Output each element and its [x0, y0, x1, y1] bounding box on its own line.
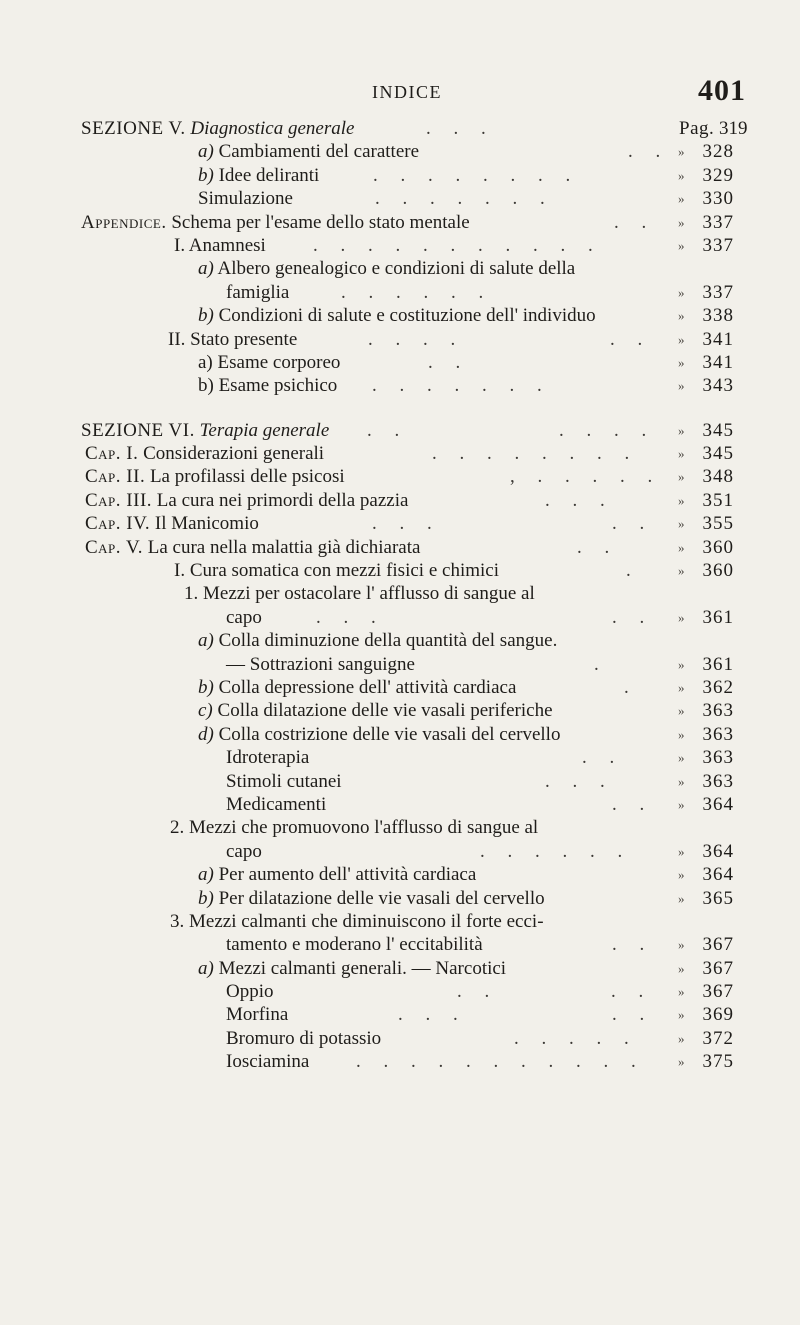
page-ref-number: 341 [702, 351, 734, 373]
ditto-mark: » [678, 284, 685, 300]
entry-text: Esame corporeo [217, 351, 341, 373]
entry-letter: b) [198, 375, 214, 397]
entry-text: Stimoli cutanei [226, 770, 342, 792]
entry-text: La profilassi delle psicosi [149, 466, 345, 488]
entry-text: La cura nella malattia già dichiarata [147, 536, 421, 558]
toc-entry [0, 676, 800, 699]
entry-text: Condizioni di salute e costituzione dell' individuo [218, 305, 596, 327]
toc-entry [0, 536, 800, 559]
page-ref-number: 345 [702, 419, 734, 441]
entry-letter: a) [198, 258, 214, 280]
entry-prefix: SEZIONE VI. [81, 419, 195, 441]
page-ref-number: 337 [702, 211, 734, 233]
leader-dots: . . [577, 536, 619, 558]
ditto-mark: » [678, 144, 685, 160]
leader-dots: . . . [372, 513, 441, 535]
leader-dots: . . . [316, 606, 385, 628]
toc-entry [0, 1050, 800, 1073]
entry-text: — Sottrazioni sanguigne [226, 653, 415, 675]
toc-entry [0, 770, 800, 793]
entry-letter: a) [198, 141, 214, 163]
entry-text: Simulazione [198, 188, 293, 210]
toc-entry [0, 629, 800, 652]
ditto-mark: » [678, 446, 685, 462]
toc-entry [0, 211, 800, 234]
leader-dots: . . . . . . . . . . . [313, 234, 602, 256]
entry-text: Oppio [226, 981, 274, 1003]
ditto-mark: » [678, 214, 685, 230]
entry-letter: b) [198, 676, 214, 698]
toc-entry [0, 723, 800, 746]
ditto-mark: » [678, 1030, 685, 1046]
entry-prefix: I. [174, 234, 186, 256]
toc-entry [0, 582, 800, 605]
page-ref-number: 363 [702, 723, 734, 745]
toc-entry [0, 257, 800, 280]
entry-text: Mezzi calmanti che diminuiscono il forte ecci- [189, 910, 544, 932]
page-ref-number: 360 [702, 536, 734, 558]
leader-dots: . . [582, 747, 624, 769]
toc-entry [0, 140, 800, 163]
ditto-mark: » [678, 331, 685, 347]
leader-dots: . . . [426, 118, 495, 139]
leader-dots: . . [612, 934, 654, 956]
ditto-mark: » [678, 937, 685, 953]
page-ref-number: 328 [702, 141, 734, 163]
entry-text: capo [226, 840, 262, 862]
page-ref-number: 363 [702, 747, 734, 769]
page-ref-number: 364 [702, 864, 734, 886]
toc-entry [0, 328, 800, 351]
entry-letter: a) [198, 957, 214, 979]
entry-text: Albero genealogico e condizioni di salute della [217, 258, 576, 280]
page-ref-number: 364 [702, 840, 734, 862]
leader-dots: . . [614, 211, 656, 233]
page-number: 401 [698, 74, 746, 107]
entry-prefix: Cap. II. [85, 466, 146, 488]
toc-entry [0, 489, 800, 512]
toc-entry [0, 910, 800, 933]
leader-dots: . . [612, 606, 654, 628]
ditto-mark: » [678, 890, 685, 906]
page-ref-number: 337 [702, 234, 734, 256]
entry-prefix: I. [174, 560, 186, 582]
page-ref-number: 341 [702, 328, 734, 350]
entry-text: Terapia generale [199, 419, 330, 441]
entry-text: Bromuro di potassio [226, 1027, 382, 1049]
entry-text: Mezzi calmanti generali. — Narcotici [218, 957, 507, 979]
page-ref-number: 367 [702, 934, 734, 956]
ditto-mark: » [678, 750, 685, 766]
leader-dots: , . . . . . [510, 466, 662, 488]
toc-entry [0, 1027, 800, 1050]
page-ref-number: 367 [702, 957, 734, 979]
toc-entry [0, 863, 800, 886]
entry-text: Morfina [226, 1004, 289, 1026]
toc-entry [0, 606, 800, 629]
entry-text: Colla dilatazione delle vie vasali periferiche [217, 700, 553, 722]
entry-text: Esame psichico [218, 375, 338, 397]
leader-dots: . . . . . [514, 1027, 638, 1049]
toc-entry [0, 699, 800, 722]
toc-entry [0, 746, 800, 769]
page-ref-number: 338 [702, 305, 734, 327]
page-ref-number: 362 [702, 676, 734, 698]
leader-dots: . . . . . . . . [432, 443, 639, 465]
page-ref-number: 364 [702, 793, 734, 815]
page-ref-number: 351 [702, 489, 734, 511]
entry-letter: c) [198, 700, 213, 722]
page-ref-number: 355 [702, 513, 734, 535]
page-ref-number: 345 [702, 443, 734, 465]
page-ref-number: 360 [702, 560, 734, 582]
ditto-mark: » [678, 563, 685, 579]
leader-dots: . . [610, 328, 652, 350]
ditto-mark: » [678, 773, 685, 789]
ditto-mark: » [678, 469, 685, 485]
toc-entry [0, 1003, 800, 1026]
running-head [0, 76, 800, 106]
entry-text: Schema per l'esame dello stato mentale [171, 211, 470, 233]
ditto-mark: » [678, 703, 685, 719]
toc-entry [0, 559, 800, 582]
entry-text: famiglia [226, 281, 290, 303]
entry-prefix: 2. [170, 817, 185, 839]
ditto-mark: » [678, 960, 685, 976]
page-ref-number: 343 [702, 375, 734, 397]
toc-entry [0, 234, 800, 257]
leader-dots: . [626, 560, 640, 582]
page-ref-number: 369 [702, 1004, 734, 1026]
leader-dots: . . [612, 513, 654, 535]
entry-text: capo [226, 606, 262, 628]
page-ref-number: 319 [719, 118, 748, 139]
toc-entry [0, 887, 800, 910]
entry-text: Considerazioni generali [143, 443, 325, 465]
toc-entry [0, 351, 800, 374]
entry-prefix: 1. [184, 583, 199, 605]
toc-entry [0, 980, 800, 1003]
toc-entry [0, 117, 800, 140]
entry-text: Per aumento dell' attività cardiaca [218, 864, 477, 886]
entry-letter: b) [198, 164, 214, 186]
entry-letter: a) [198, 864, 214, 886]
page-ref-number: 337 [702, 281, 734, 303]
page-ref [679, 117, 748, 140]
entry-text: Diagnostica generale [190, 118, 355, 139]
ditto-mark: » [678, 539, 685, 555]
toc-entry [0, 465, 800, 488]
entry-prefix: II. [168, 328, 186, 350]
entry-prefix: Cap. I. [85, 443, 139, 465]
toc-entry [0, 840, 800, 863]
leader-dots: . . [611, 981, 653, 1003]
entry-letter: b) [198, 887, 214, 909]
ditto-mark: » [678, 354, 685, 370]
page-ref-number: 363 [702, 700, 734, 722]
ditto-mark: » [678, 1054, 685, 1070]
entry-text: Iosciamina [226, 1051, 310, 1073]
table-of-contents [0, 117, 800, 1074]
ditto-mark: » [678, 867, 685, 883]
entry-text: Cura somatica con mezzi fisici e chimici [189, 560, 499, 582]
page-ref-number: 375 [702, 1051, 734, 1073]
page-ref-number: 372 [702, 1027, 734, 1049]
entry-prefix: 3. [170, 910, 185, 932]
leader-dots: . . . . . . . [375, 188, 554, 210]
entry-prefix: Cap. IV. [85, 513, 151, 535]
entry-text: Idroterapia [226, 747, 310, 769]
leader-dots: . . [367, 419, 409, 441]
entry-letter: a) [198, 630, 214, 652]
entry-text: Mezzi che promuovono l'afflusso di sangue al [189, 817, 539, 839]
entry-prefix: Appendice. [81, 211, 167, 233]
ditto-mark: » [678, 492, 685, 508]
entry-text: Cambiamenti del carattere [218, 141, 420, 163]
entry-letter: b) [198, 305, 214, 327]
entry-text: Il Manicomio [154, 513, 259, 535]
page-ref-number: 330 [702, 188, 734, 210]
entry-letter: a) [198, 351, 213, 373]
ditto-mark: » [678, 609, 685, 625]
entry-letter: d) [198, 723, 214, 745]
ditto-mark: » [678, 422, 685, 438]
leader-dots: . . . [545, 770, 614, 792]
ditto-mark: » [678, 796, 685, 812]
ditto-mark: » [678, 237, 685, 253]
entry-text: Mezzi per ostacolare l' afflusso di sangue al [203, 583, 535, 605]
leader-dots: . [624, 676, 638, 698]
ditto-mark: » [678, 656, 685, 672]
running-head-title: INDICE [372, 82, 442, 102]
toc-entry [0, 816, 800, 839]
leader-dots: . . . . [368, 328, 465, 350]
leader-dots: . [594, 653, 608, 675]
entry-prefix: SEZIONE V. [81, 118, 186, 139]
pag-abbrev: Pag. [679, 118, 715, 139]
page-ref-number: 367 [702, 981, 734, 1003]
page-ref-number: 363 [702, 770, 734, 792]
entry-text: tamento e moderano l' eccitabilità [226, 934, 483, 956]
toc-entry [0, 419, 800, 442]
ditto-mark: » [678, 167, 685, 183]
toc-entry [0, 164, 800, 187]
entry-text: Anamnesi [188, 234, 266, 256]
page-ref-number: 348 [702, 466, 734, 488]
toc-entry [0, 512, 800, 535]
leader-dots: . . . . . . . . . . . [356, 1051, 645, 1073]
leader-dots: . . . . . . [480, 840, 632, 862]
toc-entry [0, 187, 800, 210]
entry-text: Stato presente [190, 328, 298, 350]
leader-dots: . . . . . . [341, 281, 493, 303]
ditto-mark: » [678, 191, 685, 207]
toc-entry [0, 442, 800, 465]
ditto-mark: » [678, 726, 685, 742]
leader-dots: . . . . . . . . [373, 164, 580, 186]
entry-prefix: Cap. III. [85, 489, 153, 511]
page-ref-number: 365 [702, 887, 734, 909]
entry-text: Colla depressione dell' attività cardiaca [218, 676, 517, 698]
entry-text: Medicamenti [226, 793, 327, 815]
toc-entry [0, 653, 800, 676]
leader-dots: . . [457, 981, 499, 1003]
entry-text: Idee deliranti [218, 164, 320, 186]
ditto-mark: » [678, 843, 685, 859]
ditto-mark: » [678, 984, 685, 1000]
toc-entry [0, 933, 800, 956]
entry-text: Per dilatazione delle vie vasali del cervello [218, 887, 545, 909]
ditto-mark: » [678, 378, 685, 394]
leader-dots: . . [628, 141, 670, 163]
toc-entry [0, 281, 800, 304]
ditto-mark: » [678, 516, 685, 532]
toc-entry [0, 374, 800, 397]
leader-dots: . . [612, 793, 654, 815]
toc-entry [0, 793, 800, 816]
entry-prefix: Cap. V. [85, 536, 143, 558]
page-ref-number: 361 [702, 653, 734, 675]
page-ref-number: 329 [702, 164, 734, 186]
leader-dots: . . . [398, 1004, 467, 1026]
entry-text: Colla diminuzione della quantità del sangue. [218, 630, 558, 652]
leader-dots: . . . [545, 489, 614, 511]
leader-dots: . . [428, 351, 470, 373]
entry-text: La cura nei primordi della pazzia [156, 489, 409, 511]
leader-dots: . . . . . . . [372, 375, 551, 397]
leader-dots: . . . . [559, 419, 656, 441]
toc-entry [0, 957, 800, 980]
ditto-mark: » [678, 679, 685, 695]
ditto-mark: » [678, 1007, 685, 1023]
leader-dots: . . [612, 1004, 654, 1026]
ditto-mark: » [678, 308, 685, 324]
page-ref-number: 361 [702, 606, 734, 628]
entry-text: Colla costrizione delle vie vasali del cervello [218, 723, 561, 745]
toc-entry [0, 304, 800, 327]
